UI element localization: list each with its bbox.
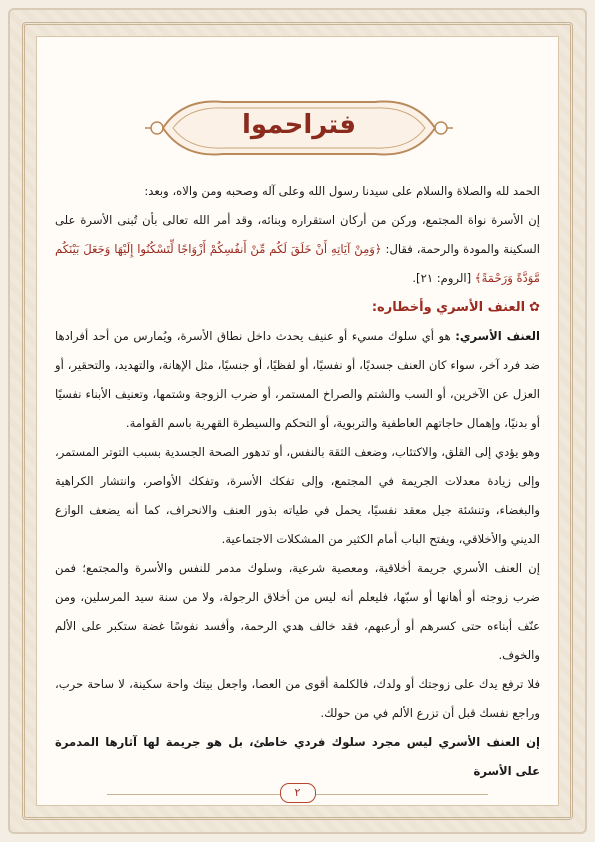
effects-paragraph: وهو يؤدي إلى القلق، والاكتئاب، وضعف الثقة بالنفس، أو تدهور الصحة الجسدية بسبب التوتر المستمر، وإلى زيادة معدلات الجريمة في المجتمع، وإلى تفكك الأسرة، وتفكك الأواصر، وانتشار الكراهية والبغضاء، وتنشئة جيل معقد نفسيًا، يحمل في طياته بذور العنف والانحراف، كما أنه يضعف الوازع الديني والأخلاقي، ويفتح الباب أمام الكثير من المشكلات الاجتماعية. [55,445,540,546]
crime-paragraph: إن العنف الأسري جريمة أخلاقية، ومعصية شرعية، وسلوك مدمر للنفس والأسرة والمجتمع؛ فمن ضرب زوجته أو أهانها أو سبّها، فليعلم أنه ليس من أخلاق الرجولة، ولا من سنة سيد المرسلين، ومن عنّف أبناءه حتى كسرهم أو أرعبهم، فقد خالف هدي الرحمة، وأفسد نفوسًا غضة ستكبر على الألم والخوف. [55,561,540,662]
definition-paragraph [55,322,540,438]
quran-reference: [الروم: ٢١]. [412,271,475,285]
family-paragraph [55,206,540,293]
page-title: فتراحموا [241,110,357,140]
section-heading-text: العنف الأسري وأخطاره: [371,300,526,315]
definition-term: العنف الأسري: [455,329,540,343]
section-heading [55,293,540,322]
quran-verse: ﴿وَمِنْ آيَاتِهِ أَنْ خَلَقَ لَكُم مِّنْ أَنفُسِكُمْ أَزْوَاجًا لِّتَسْكُنُوا إِلَيْهَا وَجَعَلَ بَيْنَكُم مَّوَدَّةً وَرَحْمَةً﴾ [55,242,540,285]
definition-text: هو أي سلوك مسيء أو عنيف يحدث داخل نطاق الأسرة، ويُمارس من أحد أفرادها ضد فرد آخر، سواء كان العنف جسديًا، أو نفسيًا، أو لفظيًا، أو جنسيًا، مثل الإهانة، والتهديد، والتحقير، أو العزل عن الآخرين، أو السب والشتم والصراخ المستمر، أو ضرب الزوجة وشتمها، وتعنيف الأبناء نفسيًا أو بدنيًا، وإهمال حاجاتهم العاطفية والتربوية، أو التحكم والسيطرة القهرية باسم القوامة. [55,329,540,430]
title-ornament-plate [143,92,455,164]
flower-bullet-icon: ✿ [529,300,540,315]
intro-paragraph: الحمد لله والصلاة والسلام على سيدنا رسول الله وعلى آله وصحبه ومن والاه، وبعد: [144,184,540,198]
closing-paragraph: إن العنف الأسري ليس مجرد سلوك فردي خاطئ، بل هو جريمة لها آثارها المدمرة على الأسرة [55,735,540,778]
family-text: إن الأسرة نواة المجتمع، وركن من أركان استقراره وبنائه، وقد أمر الله تعالى بأن تُبنى الأسرة على السكينة والمودة والرحمة، فقال: [55,213,540,256]
page-number: ٢ [280,783,316,803]
advice-paragraph: فلا ترفع يدك على زوجتك أو ولدك، فالكلمة أقوى من العصا، واجعل بيتك واحة سكينة، لا ساحة حرب، وراجع نفسك قبل أن تزرع الألم في من حولك. [55,677,540,720]
document-page [36,36,559,806]
article-body [55,177,540,786]
